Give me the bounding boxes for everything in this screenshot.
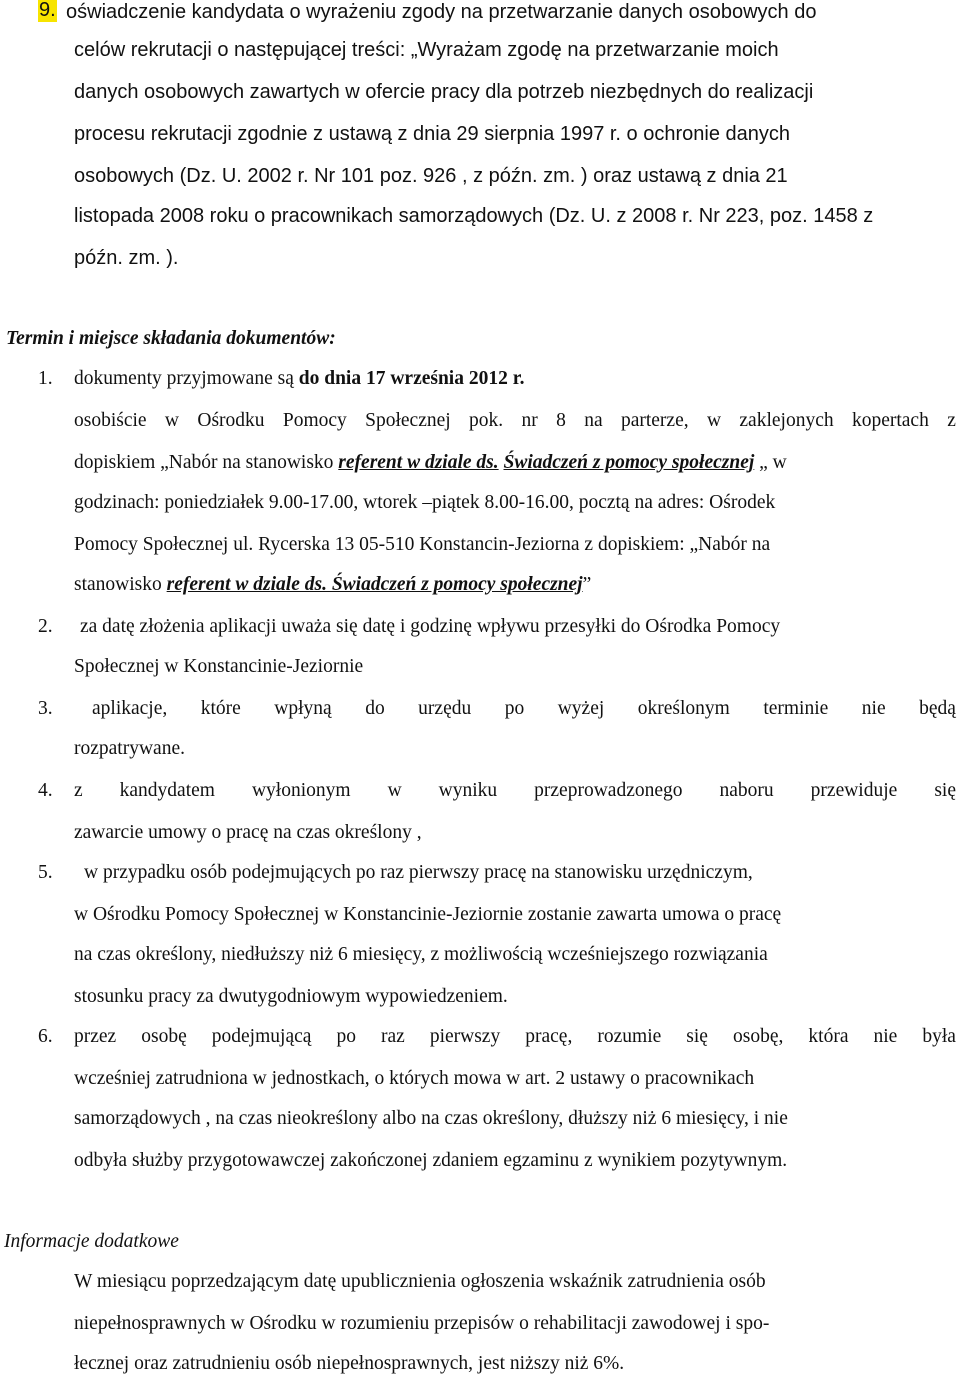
word: Pomocy (282, 410, 347, 431)
word: się (934, 780, 956, 801)
item-1-line-5: Pomocy Społecznej ul. Rycerska 13 05-510 Konstancin-Jeziorna z dopiskiem: „Nabór na (74, 534, 771, 555)
item-5-line-2: w Ośrodku Pomocy Społecznej w Konstancinie-Jeziornie zostanie zawarta umowa o pracę (74, 904, 782, 925)
item-2-line-1: za datę złożenia aplikacji uważa się datę i godzinę wpływu przesyłki do Ośrodka Pomocy (80, 616, 781, 637)
word: nie (873, 1026, 898, 1047)
word: wyżej (557, 698, 605, 719)
item-3-line-2: rozpatrywane. (74, 738, 185, 759)
word: będą (919, 698, 956, 719)
item-4-line-1 (74, 779, 956, 803)
item-1-line-6-c: ” (582, 574, 592, 595)
item-3-line-1 (92, 697, 956, 721)
item-1-text: dokumenty przyjmowane są (74, 368, 299, 389)
item-1-line-2 (74, 409, 956, 433)
word: raz (380, 1026, 405, 1047)
item-2-line-2: Społecznej w Konstancinie-Jeziornie (74, 656, 364, 677)
section-9-line-4: procesu rekrutacji zgodnie z ustawą z dnia 29 sierpnia 1997 r. o ochronie danych (74, 123, 790, 145)
item-1-line-3-a: dopiskiem „Nabór na stanowisko (74, 452, 339, 473)
item-5-line-4: stosunku pracy za dwutygodniowym wypowiedzeniem. (74, 986, 508, 1007)
word: z (74, 780, 83, 801)
word: przewiduje (810, 780, 898, 801)
item-1-line-6 (74, 573, 591, 597)
word: określonym (637, 698, 730, 719)
word: która (808, 1026, 849, 1047)
word: przeprowadzonego (534, 780, 683, 801)
item-2-number: 2. (38, 616, 53, 637)
word: osobę, (733, 1026, 784, 1047)
word: urzędu (418, 698, 472, 719)
word: pierwszy (429, 1026, 501, 1047)
item-5-number: 5. (38, 862, 53, 883)
info-line-3: łecznej oraz zatrudnieniu osób niepełnosprawnych, jest niższy niż 6%. (74, 1353, 625, 1374)
word: z (947, 410, 956, 431)
word: wyłonionym (251, 780, 351, 801)
word: wyniku (438, 780, 498, 801)
word: rozumie (597, 1026, 662, 1047)
word: naboru (719, 780, 774, 801)
word: Ośrodku (197, 410, 265, 431)
section-9-line-7: późn. zm. ). (74, 247, 179, 269)
word: osobiście (74, 410, 147, 431)
word: kopertach (851, 410, 929, 431)
item-1-line-3 (74, 451, 787, 475)
word: w (387, 780, 402, 801)
section-9-line-6: listopada 2008 roku o pracownikach samorządowych (Dz. U. z 2008 r. Nr 223, poz. 1458 z (74, 205, 874, 227)
section-9-line-2: celów rekrutacji o następującej treści: „Wyrażam zgodę na przetwarzanie moich (74, 39, 779, 61)
word: terminie (763, 698, 829, 719)
info-heading: Informacje dodatkowe (4, 1231, 179, 1252)
word: 8 (556, 410, 566, 431)
info-line-2: niepełnosprawnych w Ośrodku w rozumieniu przepisów o rehabilitacji zawodowej i spo- (74, 1313, 770, 1334)
termin-heading: Termin i miejsce składania dokumentów: (6, 328, 336, 349)
word: nr (521, 410, 538, 431)
word: Społecznej (365, 410, 451, 431)
position-name-1: referent w dziale ds. (338, 452, 499, 473)
section-9-line-1: oświadczenie kandydata o wyrażeniu zgody na przetwarzanie danych osobowych do (66, 1, 817, 23)
info-line-1: W miesiącu poprzedzającym datę upublicznienia ogłoszenia wskaźnik zatrudnienia osób (74, 1271, 766, 1292)
item-3-number: 3. (38, 698, 53, 719)
item-1-line-4: godzinach: poniedziałek 9.00-17.00, wtorek –piątek 8.00-16.00, pocztą na adres: Ośrodek (74, 492, 776, 513)
word: przez (74, 1026, 117, 1047)
position-name-2: referent w dziale ds. Świadczeń z pomocy społecznej (166, 574, 583, 595)
word: parterze, (620, 410, 689, 431)
word: w (164, 410, 180, 431)
word: wpłyną (274, 698, 332, 719)
item-1-line-3-c: „ w (754, 452, 787, 473)
word: po (504, 698, 525, 719)
item-1-line-1 (74, 367, 524, 391)
word: do (365, 698, 385, 719)
word: podejmującą (211, 1026, 312, 1047)
word: osobę (141, 1026, 187, 1047)
item-6-number: 6. (38, 1026, 53, 1047)
item-6-line-3: samorządowych , na czas nieokreślony albo na czas określony, dłuższy niż 6 miesięcy, i nie (74, 1108, 788, 1129)
word: nie (861, 698, 886, 719)
word: na (584, 410, 603, 431)
word: była (922, 1026, 956, 1047)
item-5-line-1: w przypadku osób podejmujących po raz pierwszy pracę na stanowisku urzędniczym, (84, 862, 753, 883)
word: zaklejonych (739, 410, 834, 431)
section-9-line-5: osobowych (Dz. U. 2002 r. Nr 101 poz. 926 , z późn. zm. ) oraz ustawą z dnia 21 (74, 165, 788, 187)
word: pracę, (525, 1026, 573, 1047)
item-5-line-3: na czas określony, niedłuższy niż 6 miesięcy, z możliwością wcześniejszego rozwiązania (74, 944, 768, 965)
word: po (336, 1026, 356, 1047)
department-name-1: Świadczeń z pomocy społecznej (503, 452, 755, 473)
word: które (200, 698, 241, 719)
item-4-number: 4. (38, 780, 53, 801)
word: pok. (469, 410, 504, 431)
word: kandydatem (119, 780, 215, 801)
word: się (686, 1026, 708, 1047)
word: aplikacje, (92, 698, 168, 719)
word: w (706, 410, 722, 431)
item-6-line-2: wcześniej zatrudniona w jednostkach, o których mowa w art. 2 ustawy o pracownikach (74, 1068, 755, 1089)
section-9-number: 9. (39, 0, 56, 21)
item-1-line-6-a: stanowisko (74, 574, 167, 595)
item-1-deadline: do dnia 17 września 2012 r. (298, 368, 525, 389)
item-6-line-1 (74, 1025, 956, 1049)
item-6-line-4: odbyła służby przygotowawczej zakończonej zdaniem egzaminu z wynikiem pozytywnym. (74, 1150, 788, 1171)
item-4-line-2: zawarcie umowy o pracę na czas określony , (74, 822, 422, 843)
item-1-number: 1. (38, 368, 53, 389)
section-9-line-3: danych osobowych zawartych w ofercie pracy dla potrzeb niezbędnych do realizacji (74, 81, 814, 103)
